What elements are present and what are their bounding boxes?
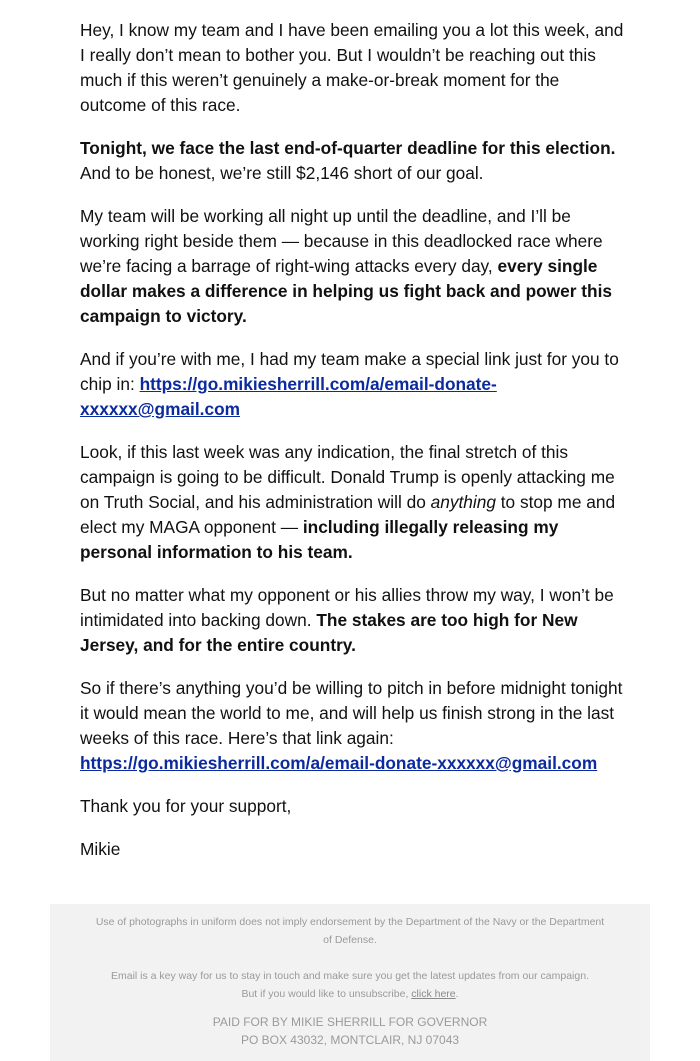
footer-email-note-end: . — [455, 988, 459, 1000]
link-again-text: So if there’s anything you’d be willing to pitch in before midnight tonight it would mean the world to me, and will help us finish strong in the last weeks of this race. Here’s that link again: — [80, 678, 623, 748]
footer-email-note-2: But if you would like to unsubscribe, — [241, 988, 412, 1000]
donate-link-1[interactable]: https://go.mikiesherrill.com/a/email-donate-xxxxxx@gmail.com — [80, 374, 497, 419]
email-footer — [50, 904, 650, 1061]
trump-bold-text: including illegally releasing my personal information to his team. — [80, 517, 559, 562]
email-body — [80, 18, 625, 880]
paragraph-intro — [80, 18, 625, 118]
team-bold-text: every single dollar makes a difference in helping us fight back and power this campaign to victory. — [80, 256, 612, 326]
paragraph-stakes — [80, 583, 625, 658]
paragraph-link-1 — [80, 347, 625, 422]
thanks-text: Thank you for your support, — [80, 796, 292, 816]
footer-email-note-1: Email is a key way for us to stay in touch and make sure you get the latest updates from our campaign. — [111, 970, 589, 982]
paragraph-thanks — [80, 794, 625, 819]
footer-email-note — [90, 967, 610, 1003]
footer-disclaimer: Use of photographs in uniform does not imply endorsement by the Department of the Navy or the Department of Defense. — [95, 916, 605, 946]
deadline-bold-text: Tonight, we face the last end-of-quarter deadline for this election. — [80, 138, 616, 158]
footer-paid-for — [90, 1013, 610, 1049]
stakes-text: But no matter what my opponent or his allies throw my way, I won’t be intimidated into backing down. — [80, 585, 614, 630]
signature-text: Mikie — [80, 839, 121, 859]
paragraph-deadline — [80, 136, 625, 186]
paragraph-team — [80, 204, 625, 329]
unsubscribe-link[interactable]: click here — [411, 988, 456, 1000]
stakes-bold-text: The stakes are too high for New Jersey, and for the entire country. — [80, 610, 578, 655]
trump-italic-text: anything — [430, 492, 496, 512]
trump-text-start: Look, if this last week was any indication, the final stretch of this campaign is going to be difficult. Donald Trump is openly attacking me on Truth Social, and his administration will do — [80, 442, 615, 512]
paragraph-link-2 — [80, 676, 625, 776]
donate-link-2[interactable]: https://go.mikiesherrill.com/a/email-donate-xxxxxx@gmail.com — [80, 753, 598, 773]
paragraph-trump — [80, 440, 625, 565]
deadline-text: And to be honest, we’re still $2,146 short of our goal. — [80, 163, 484, 183]
link-intro-text: And if you’re with me, I had my team make a special link just for you to chip in: — [80, 349, 619, 394]
trump-text-mid: to stop me and elect my MAGA opponent — — [80, 492, 616, 537]
paragraph-signature — [80, 837, 625, 862]
paragraph-intro-text: Hey, I know my team and I have been emailing you a lot this week, and I really don’t mean to bother you. But I wouldn’t be reaching out this much if this weren’t genuinely a make-or-break moment for the outcome of this race. — [80, 20, 624, 115]
paid-line-2: PO BOX 43032, MONTCLAIR, NJ 07043 — [240, 1033, 460, 1047]
paid-line-1: PAID FOR BY MIKIE SHERRILL FOR GOVERNOR — [212, 1015, 488, 1029]
team-text: My team will be working all night up until the deadline, and I’ll be working right beside them — because in this deadlocked race where we’re facing a barrage of right-wing attacks every day, — [80, 206, 603, 276]
